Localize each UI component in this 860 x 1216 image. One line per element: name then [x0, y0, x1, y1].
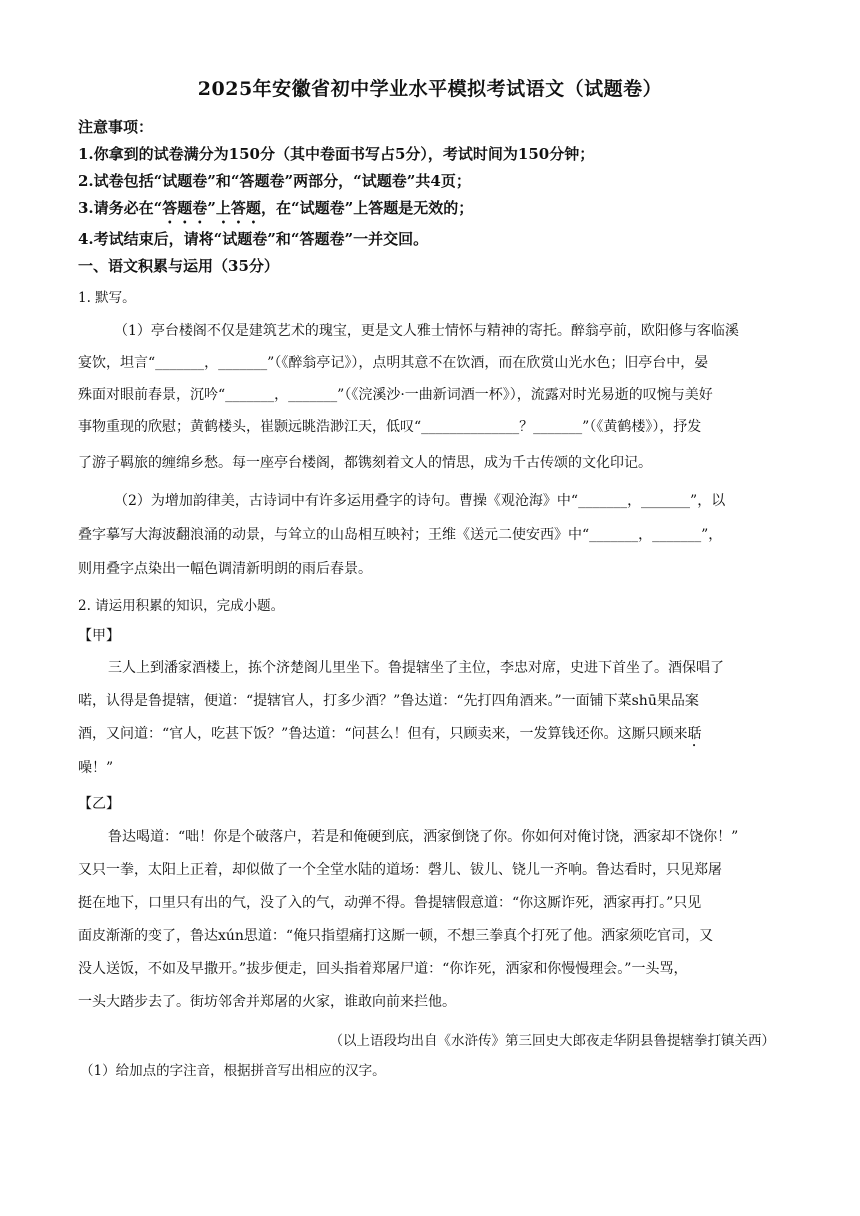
q1-part2-line: 叠字摹写大海波翻浪涌的动景，与耸立的山岛相互映衬；王维《送元二使安西》中“_______，_______”， [78, 527, 723, 543]
subquestion-1: （1）给加点的字注音，根据拼音写出相应的汉字。 [80, 1063, 386, 1079]
passage-jia-text: 酒，又问道：“官人，吃甚下饭？”鲁达道：“问甚么！但有，只顾卖来，一发算钱还你。这厮只顾来 [78, 726, 688, 742]
question-1-label: 1. 默写。 [78, 290, 136, 306]
note-3-part-a: 3.请务必在 [78, 199, 154, 217]
question-2-label: 2. 请运用积累的知识，完成小题。 [78, 598, 285, 614]
note-3-part-c: ，在“试题卷”上答题是无效的； [260, 199, 474, 217]
note-3-emphasis: “答题卷”上答题 [153, 199, 261, 217]
passage-source: （以上语段均出自《水浒传》第三回史大郎夜走华阴县鲁提辖拳打镇关西） [329, 1033, 775, 1049]
passage-yi-line: 面皮渐渐的变了，鲁达xún思道：“俺只指望痛打这厮一顿，不想三拳真个打死了他。洒家须吃官司，又 [78, 928, 714, 944]
passage-yi-line: 鲁达喝道：“咄！你是个破落户，若是和俺硬到底，洒家倒饶了你。你如何对俺讨饶，洒家却不饶你！” [108, 829, 739, 845]
passage-jia-line: 噪！” [78, 760, 114, 776]
page-title: 2025年安徽省初中学业水平模拟考试语文（试题卷） [197, 78, 663, 100]
section-heading: 一、语文积累与运用（35分） [78, 257, 279, 275]
passage-jia-label: 【甲】 [78, 628, 120, 644]
passage-yi-label: 【乙】 [78, 796, 120, 812]
note-1: 1.你拿到的试卷满分为150分（其中卷面书写占5分），考试时间为150分钟； [78, 145, 595, 163]
passage-yi-line: 没人送饭，不如及早撒开。”拔步便走，回头指着郑屠尸道：“你诈死，洒家和你慢慢理会。”一头骂， [78, 961, 688, 977]
passage-yi-line: 一头大踏步去了。街坊邻舍并郑屠的火家，谁敢向前来拦他。 [78, 994, 456, 1010]
note-2: 2.试卷包括“试题卷”和“答题卷”两部分，“试题卷”共4页； [78, 172, 471, 190]
note-3 [78, 197, 473, 227]
dotted-character: 聒 [687, 726, 702, 742]
q1-part1-line: 了游子羁旅的缠绵乡愁。每一座亭台楼阁，都镌刻着文人的情思，成为千古传颂的文化印记。 [78, 455, 652, 471]
passage-jia-line: 喏，认得是鲁提辖，便道：“提辖官人，打多少酒？”鲁达道：“先打四角酒来。”一面铺下菜shū果品案 [78, 693, 699, 709]
passage-yi-line: 又只一拳，太阳上正着，却似做了一个全堂水陆的道场：磬儿、钹儿、铙儿一齐响。鲁达看时，只见郑屠 [78, 862, 722, 878]
q1-part1-line: 殊面对眼前春景，沉吟“_______，_______”（《浣溪沙·一曲新词酒一杯》），流露对时光易逝的叹惋与美好 [78, 387, 713, 403]
note-4: 4.考试结束后，请将“试题卷”和“答题卷”一并交回。 [78, 230, 429, 248]
passage-yi-line: 挺在地下，口里只有出的气，没了入的气，动弹不得。鲁提辖假意道：“你这厮诈死，洒家再打。”只见 [78, 895, 702, 911]
q1-part1-line: 事物重现的欣慰；黄鹤楼头，崔颢远眺浩渺江天，低叹“______________？_______”（《黄鹤楼》），抒发 [78, 419, 702, 435]
q1-part2-line: 则用叠字点染出一幅色调清新明朗的雨后春景。 [78, 561, 372, 577]
q1-part1-line: （1）亭台楼阁不仅是建筑艺术的瑰宝，更是文人雅士情怀与精神的寄托。醉翁亭前，欧阳修与客临溪 [114, 323, 739, 339]
notes-heading: 注意事项： [78, 118, 154, 136]
passage-jia-line [78, 723, 701, 750]
passage-jia-line: 三人上到潘家酒楼上，拣个济楚阁儿里坐下。鲁提辖坐了主位，李忠对席，史进下首坐了。酒保唱了 [108, 660, 724, 676]
q1-part2-line: （2）为增加韵律美，古诗词中有许多运用叠字的诗句。曹操《观沧海》中“_______，_______”，以 [114, 493, 726, 509]
q1-part1-line: 宴饮，坦言“_______，_______”（《醉翁亭记》），点明其意不在饮酒，而在欣赏山光水色；旧亭台中，晏 [78, 355, 709, 371]
